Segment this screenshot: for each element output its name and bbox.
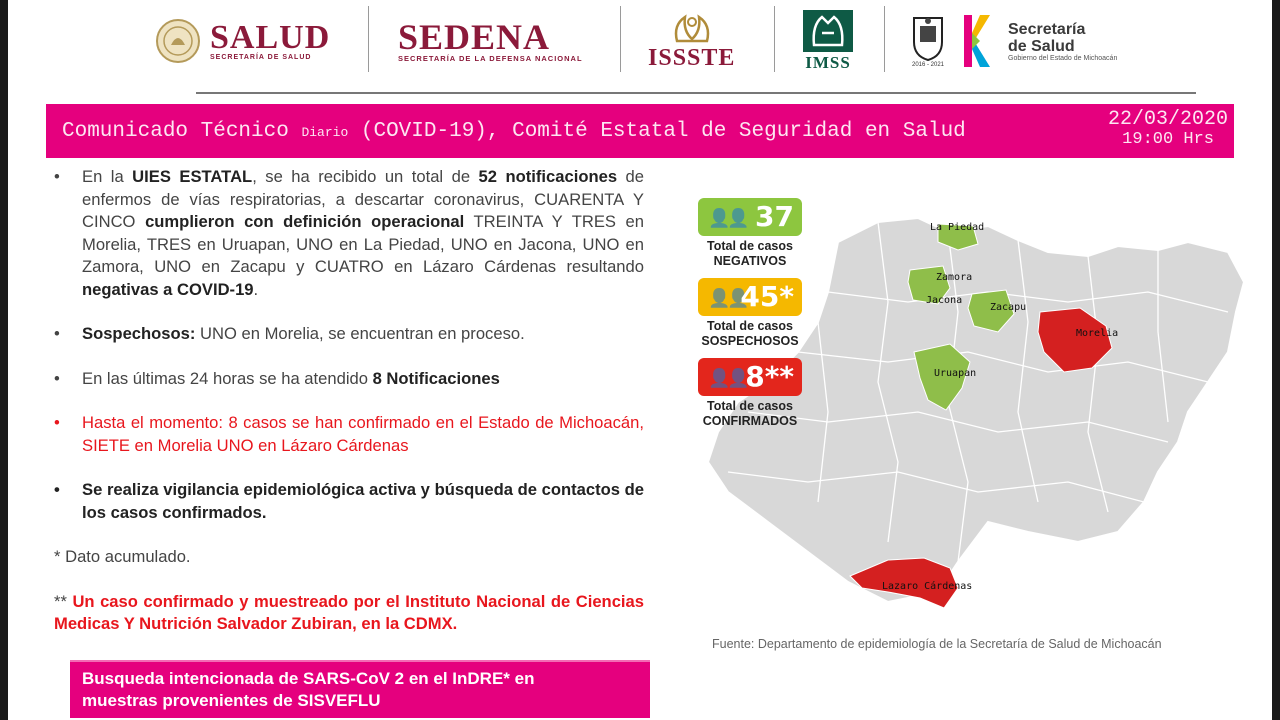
sisveflu-text: Busqueda intencionada de SARS-CoV 2 en el InDRE* en muestras provenientes de SISVEFLU (82, 669, 535, 710)
note-dato-acumulado (54, 546, 644, 569)
stat-sospechosos (698, 278, 802, 349)
sospechosos-label (698, 319, 802, 349)
negativos-badge (698, 198, 802, 236)
people-icon: 👤👤 (708, 208, 747, 228)
bullet-dot: • (54, 480, 60, 499)
imss-logo (802, 8, 854, 74)
issste-name: ISSSTE (648, 44, 736, 71)
sisveflu-box (70, 660, 650, 718)
label-line: CONFIRMADOS (702, 414, 798, 428)
sedena-name: SEDENA (398, 16, 551, 57)
bullet-dot: • (54, 324, 60, 343)
salud-name: SALUD (210, 18, 331, 56)
strong-text: 8 Notificaciones (372, 368, 500, 388)
note-text: Un caso confirmado y muestreado por el Instituto Nacional de Ciencias Medicas Y Nutrición Salvador Zubiran, en la CDMX. (54, 591, 644, 633)
secretaria-line2: de Salud (1008, 37, 1075, 55)
bullet-dot: • (54, 167, 60, 186)
sospechosos-count: 45* (740, 280, 794, 313)
people-icon: 👤👤 (708, 368, 747, 388)
strong-text: negativas a COVID-19 (82, 279, 254, 299)
sospechosos-badge (698, 278, 802, 316)
note-mark: ** (54, 591, 67, 611)
michoacan-shield-icon (910, 14, 946, 62)
text: En las últimas 24 horas se ha atendido (82, 368, 373, 388)
sedena-logo (398, 8, 583, 74)
secretaria-salud-logo (962, 8, 1117, 74)
text: . (253, 279, 259, 299)
logo-divider (368, 6, 369, 72)
title-small: Diario (301, 125, 349, 140)
label-jacona: Jacona (926, 295, 963, 306)
salud-sub: SECRETARÍA DE SALUD (210, 53, 312, 61)
source-caption: Fuente: Departamento de epidemiología de la Secretaría de Salud de Michoacán (712, 637, 1162, 651)
negativos-count: 37 (755, 200, 794, 233)
logo-divider (884, 6, 885, 72)
michoacan-shield-logo (910, 8, 946, 74)
bullet-ultimas-24h (54, 368, 644, 391)
note-mark: * (54, 547, 61, 566)
strong-text: Sospechosos: (82, 324, 196, 343)
title-main: Comunicado Técnico (62, 120, 289, 143)
secretaria-sub: Gobierno del Estado de Michoacán (1008, 54, 1118, 62)
people-icon: 👤👤 (708, 288, 747, 308)
label-la-piedad: La Piedad (930, 222, 985, 233)
text: TREINTA Y TRES en Morelia, TRES en Uruapan, UNO en La Piedad, UNO en Jacona, UNO en Zamora, UNO en Zacapu y CUATRO en Lázaro Cárdenas resultando (82, 212, 645, 276)
negativos-label (698, 239, 802, 269)
label-lazaro-cardenas: Lazaro Cárdenas (882, 581, 973, 592)
note-caso-cdmx (54, 591, 644, 636)
note-text: Dato acumulado. (60, 547, 191, 566)
report-date: 22/03/2020 (1107, 108, 1228, 131)
logo-divider (620, 6, 621, 72)
page (8, 0, 1272, 720)
label-zamora: Zamora (936, 272, 973, 283)
label-line: Total de casos (707, 239, 793, 253)
label-uruapan: Uruapan (934, 368, 977, 379)
stat-confirmados (698, 358, 802, 429)
imss-name: IMSS (805, 53, 851, 72)
report-text (54, 166, 644, 636)
bullet-notificaciones (54, 166, 644, 301)
text: Hasta el momento: 8 casos se han confirmado en el Estado de Michoacán, SIETE en Morelia UNO en Lázaro Cárdenas (82, 413, 644, 455)
banner-title (62, 120, 966, 143)
bullet-confirmados (54, 412, 644, 457)
text: , se ha recibido un total de (252, 167, 479, 186)
stat-negativos (698, 198, 802, 269)
strong-text: cumplieron con definición operacional (145, 212, 465, 231)
label-morelia: Morelia (1076, 328, 1119, 339)
label-line: SOSPECHOSOS (701, 334, 799, 348)
strong-text: UIES ESTATAL (132, 167, 253, 186)
bullet-dot: • (54, 368, 60, 388)
logo-divider (774, 6, 775, 72)
bullet-dot: • (54, 413, 60, 432)
label-line: Total de casos (707, 399, 793, 413)
label-line: Total de casos (707, 319, 793, 333)
issste-emblem-icon (669, 11, 715, 45)
michoacan-map (688, 182, 1248, 622)
confirmados-badge (698, 358, 802, 396)
bullet-vigilancia (54, 479, 644, 524)
text: Se realiza vigilancia epidemiológica activa y búsqueda de contactos de los casos confirmados. (82, 480, 644, 522)
sedena-sub: SECRETARÍA DE LA DEFENSA NACIONAL (398, 53, 583, 63)
title-rest: (COVID-19), Comité Estatal de Seguridad en Salud (360, 120, 966, 143)
text: de enfermos de vías respiratorias, a descartar coronavirus, CUARENTA Y CINCO (82, 167, 644, 231)
michoacan-k-icon (962, 11, 992, 71)
label-zacapu: Zacapu (990, 302, 1027, 313)
text: UNO en Morelia, se encuentran en proceso. (195, 324, 525, 343)
imss-emblem-icon (802, 9, 854, 53)
label-line: NEGATIVOS (713, 254, 787, 268)
confirmados-count: 8** (745, 360, 794, 393)
header-rule (196, 92, 1196, 94)
title-banner (46, 104, 1234, 158)
bullet-sospechosos (54, 323, 644, 346)
michoacan-years: 2016 - 2021 (911, 62, 945, 68)
confirmados-label (698, 399, 802, 429)
salud-logo (154, 8, 330, 74)
mexico-seal-icon (154, 17, 202, 65)
text: En la (82, 167, 133, 186)
secretaria-line1: Secretaría (1008, 20, 1086, 38)
banner-datetime (1108, 110, 1228, 150)
logo-bar (8, 0, 1272, 92)
strong-text: 52 notificaciones (478, 167, 618, 186)
report-time: 19:00 Hrs (1122, 130, 1214, 149)
issste-logo (648, 8, 735, 74)
